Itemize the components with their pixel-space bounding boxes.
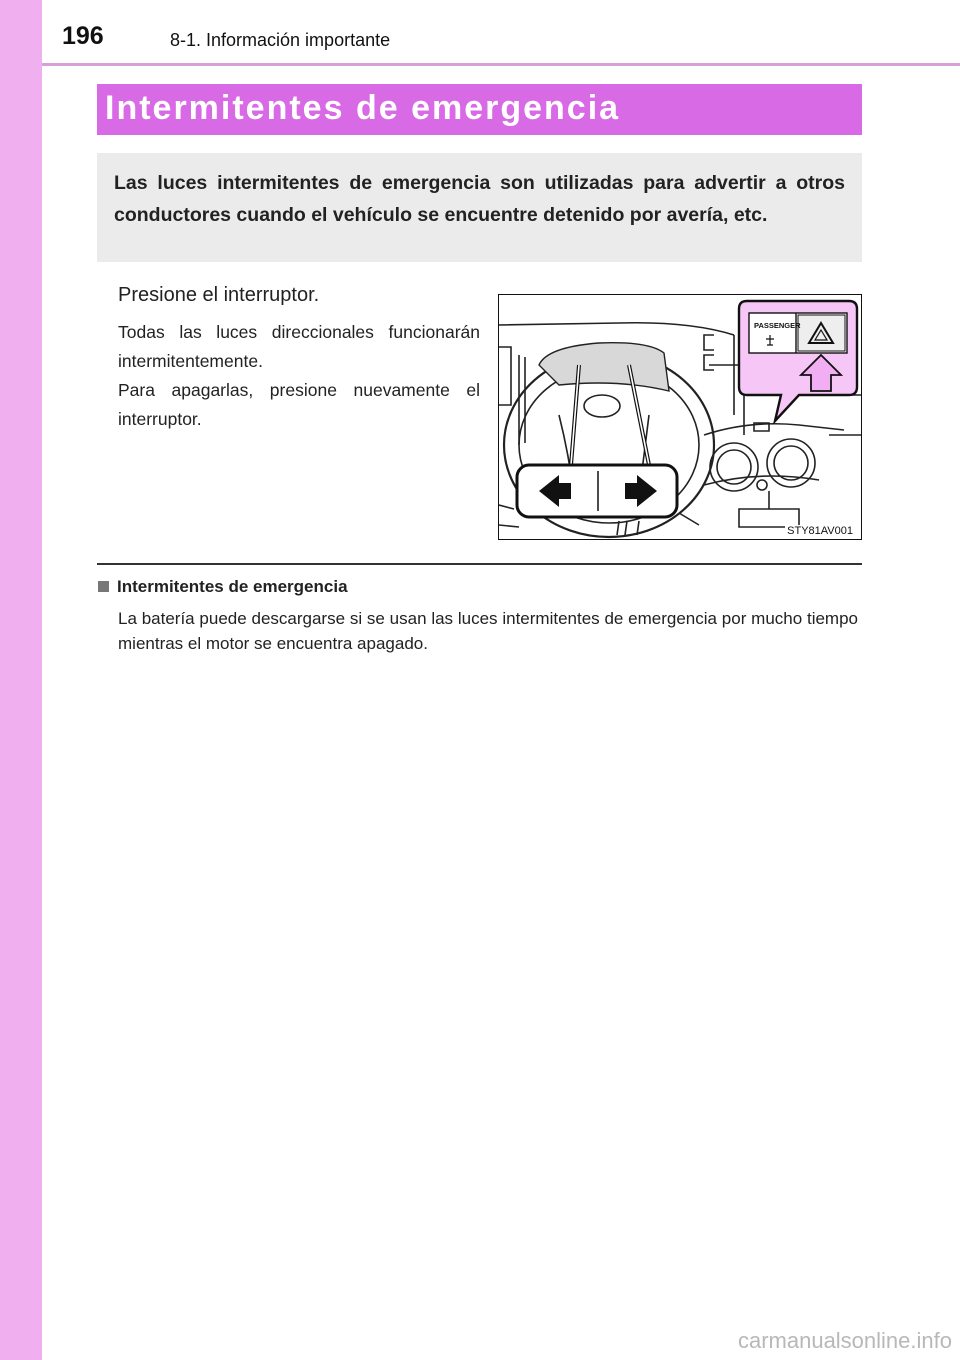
watermark: carmanualsonline.info: [737, 1328, 952, 1353]
dashboard-illustration: [498, 294, 862, 540]
intro-box: [97, 153, 862, 262]
figure-code: STY81AV001: [787, 525, 853, 537]
square-bullet-icon: [98, 581, 109, 592]
note-heading-text: Intermitentes de emergencia: [117, 577, 348, 596]
side-color-strip: [0, 0, 42, 1360]
header-rule: [42, 63, 960, 66]
step-detail-line-2: Para apagarlas, presione nuevamente el interruptor.: [118, 380, 480, 429]
passenger-label: PASSENGER: [754, 321, 801, 330]
step-detail-line-1: Todas las luces direccionales funcionarán intermitentemente.: [118, 322, 480, 371]
section-label: 8-1. Información importante: [170, 30, 391, 50]
step-instruction: Presione el interruptor.: [118, 284, 320, 306]
page-number: 196: [62, 22, 104, 50]
note-heading: [98, 577, 348, 597]
section-divider: [97, 563, 862, 565]
intro-text: Las luces intermitentes de emergencia son utilizadas para advertir a otros conductores cuando el vehículo se encuentre detenido por avería, etc.: [114, 172, 845, 226]
page-title: Intermitentes de emergencia: [105, 89, 621, 127]
note-text: La batería puede descargarse si se usan las luces intermitentes de emergencia por mucho tiempo mientras el motor se encuentra apagado.: [118, 609, 858, 653]
dashboard-drawing: [499, 295, 861, 539]
step-detail: [118, 318, 480, 434]
title-band: [97, 84, 862, 135]
